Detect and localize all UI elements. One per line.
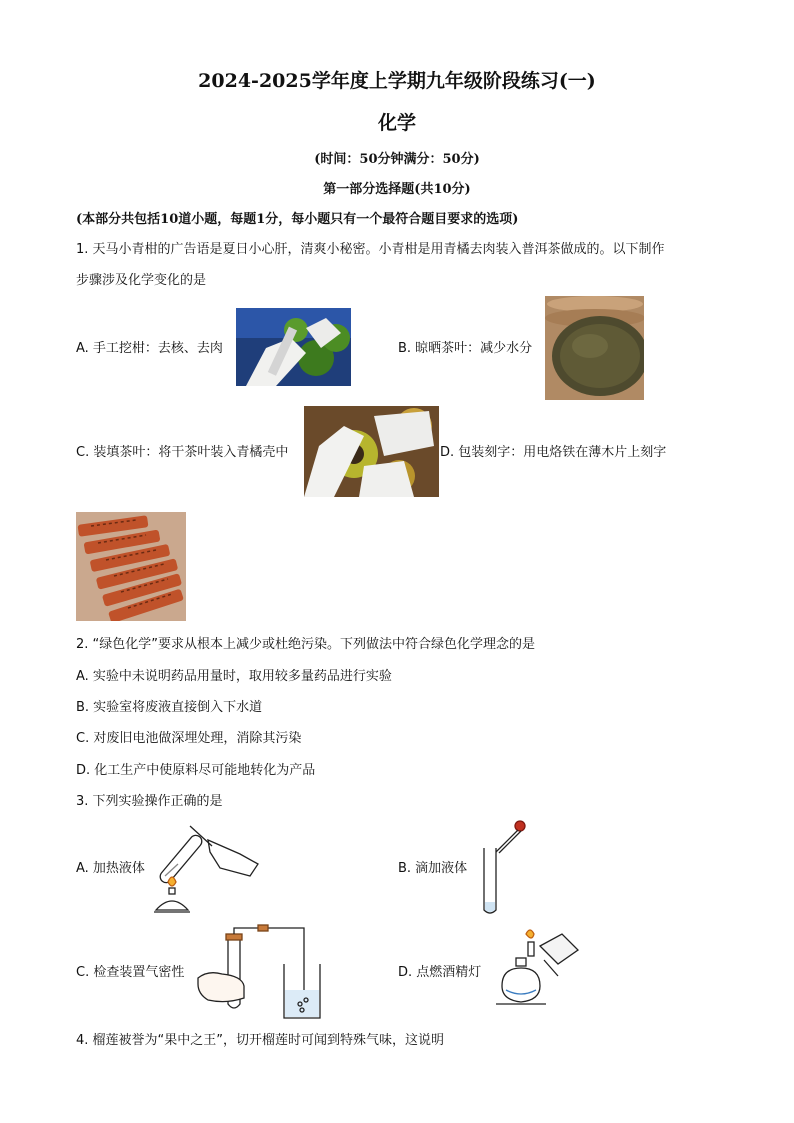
q2-option-c: C. 对废旧电池做深埋处理，消除其污染 [76, 731, 302, 746]
q3-image-d-lighting-lamp [492, 924, 584, 1024]
q1-image-c-filling-tea [304, 406, 439, 497]
q1-option-c: C. 装填茶叶：将干茶叶装入青橘壳中 [76, 445, 289, 460]
q1-stem-line2: 步骤涉及化学变化的是 [76, 273, 207, 288]
q1-stem-line1: 1. 天马小青柑的广告语是夏日小心肝，清爽小秘密。小青柑是用青橘去肉装入普洱茶做成的。以下制作 [76, 242, 665, 257]
q3-image-a-heating-liquid [150, 818, 262, 918]
q1-option-a: A. 手工挖柑：去核、去肉 [76, 341, 223, 356]
q1-option-b: B. 晾晒茶叶：减少水分 [398, 341, 533, 356]
q3-stem: 3. 下列实验操作正确的是 [76, 794, 223, 809]
section-note: (本部分共包括10道小题，每题1分，每小题只有一个最符合题目要求的选项) [76, 212, 519, 227]
q1-image-a-peeling-citrus [236, 308, 351, 386]
q2-option-d: D. 化工生产中使原料尽可能地转化为产品 [76, 763, 316, 778]
time-info: (时间：50分钟满分：50分) [314, 152, 480, 167]
q1-option-d: D. 包装刻字：用电烙铁在薄木片上刻字 [440, 445, 667, 460]
q1-image-b-drying-tea [545, 296, 644, 400]
q1-image-d-engraved-wood [76, 512, 186, 621]
q3-option-b: B. 滴加液体 [398, 861, 468, 876]
q3-option-a: A. 加热液体 [76, 861, 145, 876]
section-title: 第一部分选择题(共10分) [323, 182, 471, 197]
q3-image-b-dropping-liquid [478, 818, 528, 918]
q3-option-c: C. 检查装置气密性 [76, 965, 185, 980]
q2-stem: 2. “绿色化学”要求从根本上减少或杜绝污染。下列做法中符合绿色化学理念的是 [76, 637, 536, 652]
exam-title: 2024-2025学年度上学期九年级阶段练习(一) [198, 70, 596, 92]
q2-option-a: A. 实验中未说明药品用量时，取用较多量药品进行实验 [76, 669, 392, 684]
subject-title: 化学 [377, 112, 416, 134]
q2-option-b: B. 实验室将废液直接倒入下水道 [76, 700, 263, 715]
q3-option-d: D. 点燃酒精灯 [398, 965, 482, 980]
q4-stem: 4. 榴莲被誉为“果中之王”，切开榴莲时可闻到特殊气味，这说明 [76, 1033, 445, 1048]
q3-image-c-airtightness-check [196, 924, 322, 1024]
